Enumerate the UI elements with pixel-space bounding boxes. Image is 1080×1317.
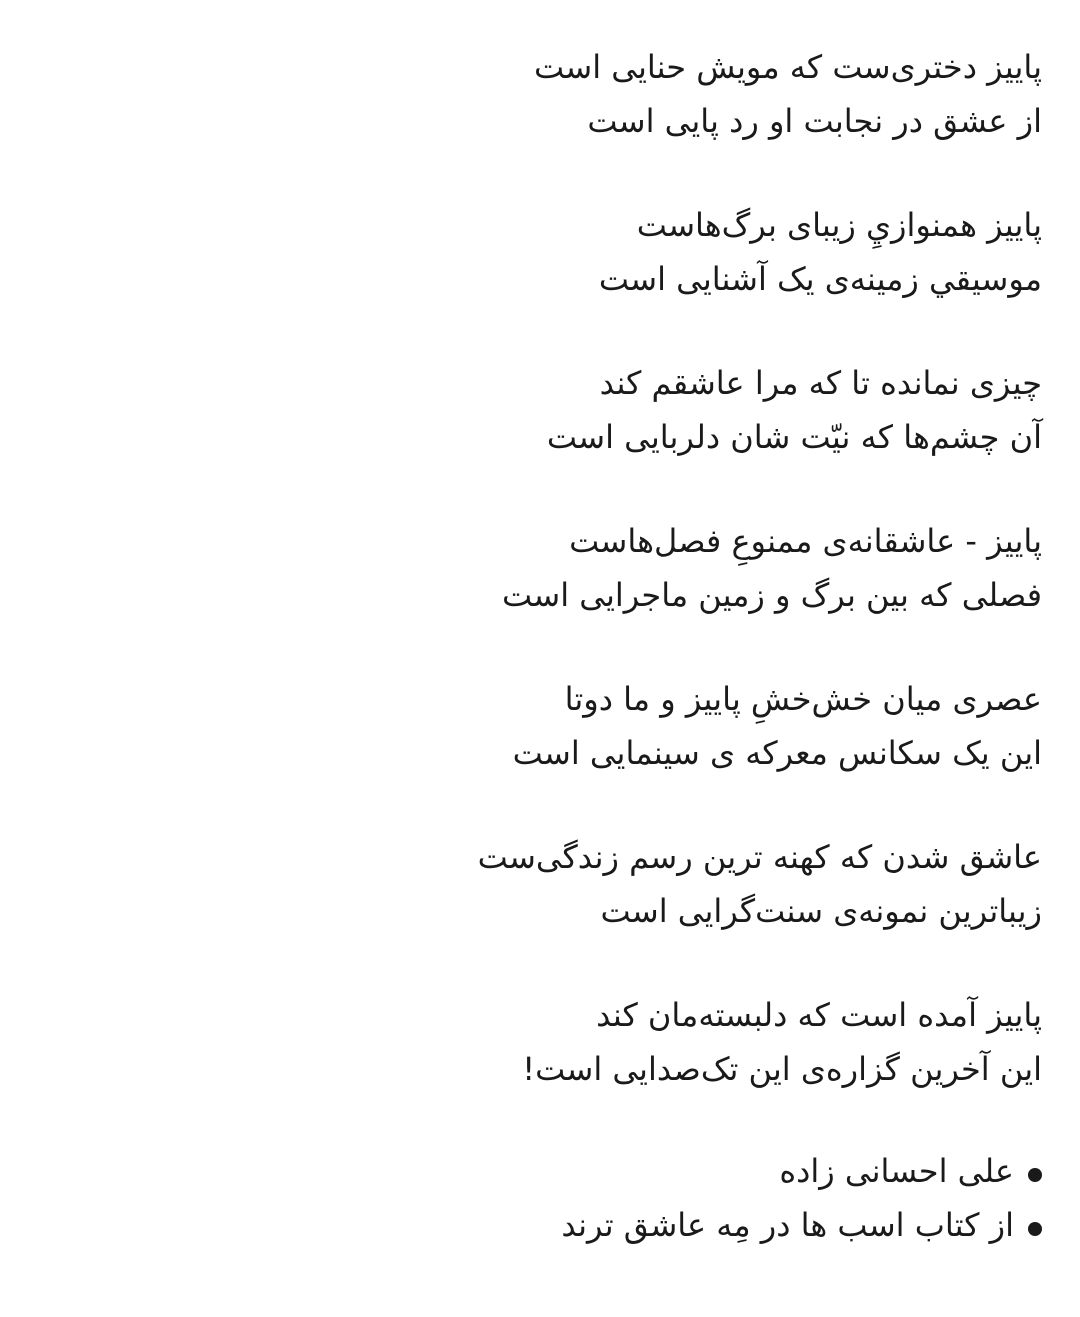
credits-list xyxy=(42,1144,1042,1252)
stanza-4 xyxy=(42,514,1042,622)
poem-line: پاییز - عاشقانه‌ی ممنوعِ فصل‌هاست xyxy=(569,522,1042,560)
book-source: از کتاب اسب ها در مِه عاشق ترند xyxy=(561,1206,1014,1244)
bullet-dot-icon xyxy=(1028,1222,1042,1236)
stanza-5 xyxy=(42,672,1042,780)
poem-line: عصری میان خش‌خشِ پاییز و ما دوتا xyxy=(564,680,1042,718)
poem-page xyxy=(42,40,1042,1252)
poem-line: پاییز همنوازيِ زیبای برگ‌هاست xyxy=(636,206,1042,244)
poem-line: عاشق شدن که کهنه ترین رسم زندگی‌ست xyxy=(477,838,1042,876)
credit-source xyxy=(42,1198,1042,1252)
poem-line: پاییز آمده است که دلبسته‌مان کند xyxy=(596,996,1042,1034)
poem xyxy=(42,40,1042,1096)
poem-line: پاییز دختری‌ست که مویش حنایی است xyxy=(533,48,1042,86)
poem-line: این یک سکانس معرکه ی سینمایی است xyxy=(512,734,1042,772)
poem-line: موسيقي زمینه‌ی یک آشنایی است xyxy=(598,260,1042,298)
stanza-7 xyxy=(42,988,1042,1096)
bullet-dot-icon xyxy=(1028,1168,1042,1182)
stanza-2 xyxy=(42,198,1042,306)
author-name: علی احسانی زاده xyxy=(779,1152,1014,1190)
poem-line: آن چشم‌ها که نیّت شان دلربایی است xyxy=(546,418,1042,456)
poem-line: فصلی که بین برگ و زمین ماجرایی است xyxy=(501,576,1042,614)
poem-line: زیباترین نمونه‌ی سنت‌گرایی است xyxy=(600,892,1042,930)
credit-author xyxy=(42,1144,1042,1198)
stanza-1 xyxy=(42,40,1042,148)
stanza-3 xyxy=(42,356,1042,464)
poem-line: این آخرین گزاره‌ی این تک‌صدایی است! xyxy=(522,1050,1042,1088)
poem-line: چیزی نمانده تا که مرا عاشقم کند xyxy=(599,364,1042,402)
poem-line: از عشق در نجابت او رد پایی است xyxy=(587,102,1042,140)
stanza-6 xyxy=(42,830,1042,938)
